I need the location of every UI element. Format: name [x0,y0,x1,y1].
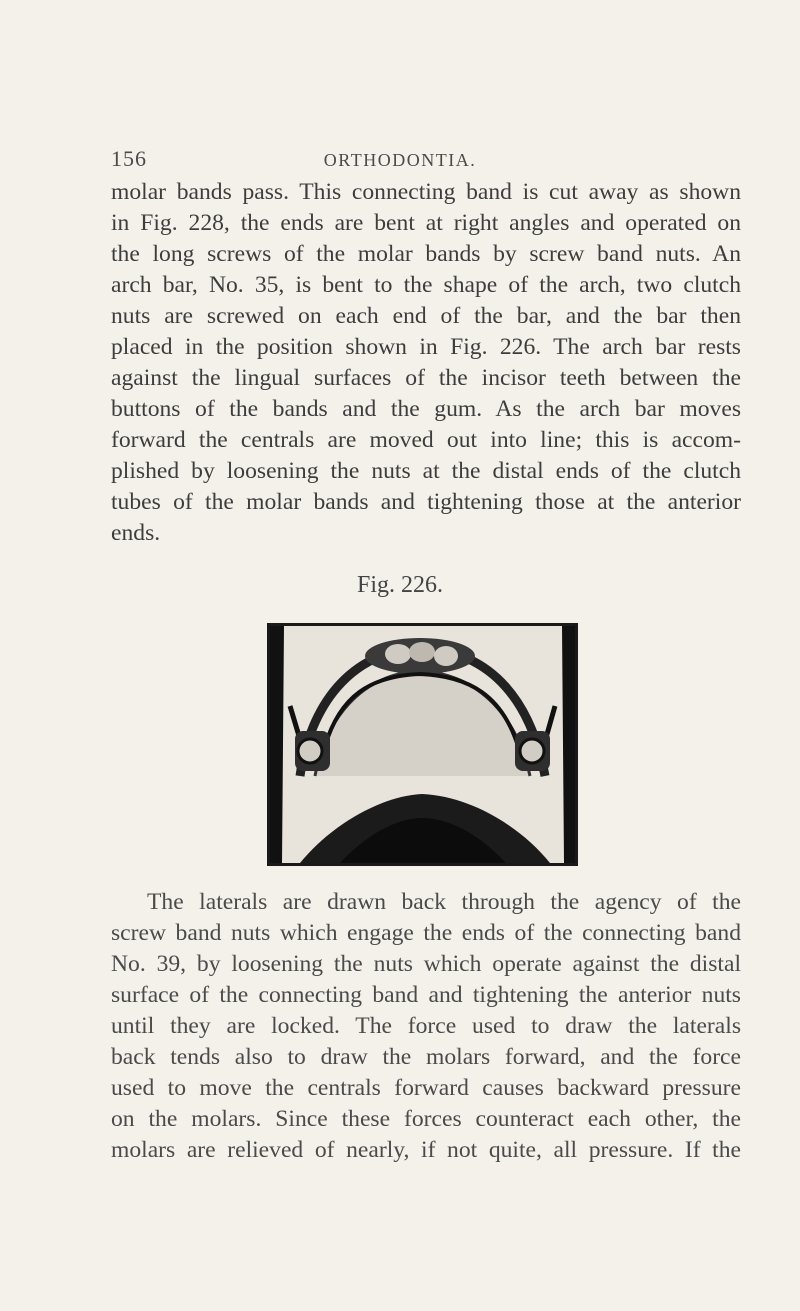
text-line: plished by loosening the nuts at the distal ends of the clutch [111,458,741,484]
text-line: the long screws of the molar bands by screw band nuts. An [111,241,741,267]
text-line: back tends also to draw the molars forward, and the force [111,1044,741,1070]
body-paragraph-2 [111,887,741,1166]
text-line: The laterals are drawn back through the agency of the [147,889,741,915]
text-line: screw band nuts which engage the ends of the connecting band [111,920,741,946]
text-line: No. 39, by loosening the nuts which operate against the distal [111,951,741,977]
body-paragraph-1 [111,177,741,549]
text-line: on the molars. Since these forces counteract each other, the [111,1106,741,1132]
text-line: tubes of the molar bands and tightening those at the anterior [111,489,741,515]
text-line: arch bar, No. 35, is bent to the shape of the arch, two clutch [111,272,741,298]
text-line: buttons of the bands and the gum. As the arch bar moves [111,396,741,422]
running-head: ORTHODONTIA. [323,150,477,170]
text-line: ends. [111,520,161,546]
text-line: molar bands pass. This connecting band is cut away as shown [111,179,741,205]
dental-arch-figure [267,623,578,866]
text-line: against the lingual surfaces of the incisor teeth between the [111,365,741,391]
dental-appliance-illustration [270,626,575,863]
text-line: until they are locked. The force used to draw the laterals [111,1013,741,1039]
text-line: nuts are screwed on each end of the bar, and the bar then [111,303,741,329]
text-line: surface of the connecting band and tightening the anterior nuts [111,982,741,1008]
text-line: in Fig. 228, the ends are bent at right angles and operated on [111,210,741,236]
text-line: placed in the position shown in Fig. 226. The arch bar rests [111,334,741,360]
text-line: used to move the centrals forward causes backward pressure [111,1075,741,1101]
text-line: molars are relieved of nearly, if not quite, all pressure. If the [111,1137,741,1163]
figure-caption: Fig. 226. [356,572,443,598]
page-number: 156 [111,146,147,171]
text-line: forward the centrals are moved out into line; this is accom- [111,427,741,453]
